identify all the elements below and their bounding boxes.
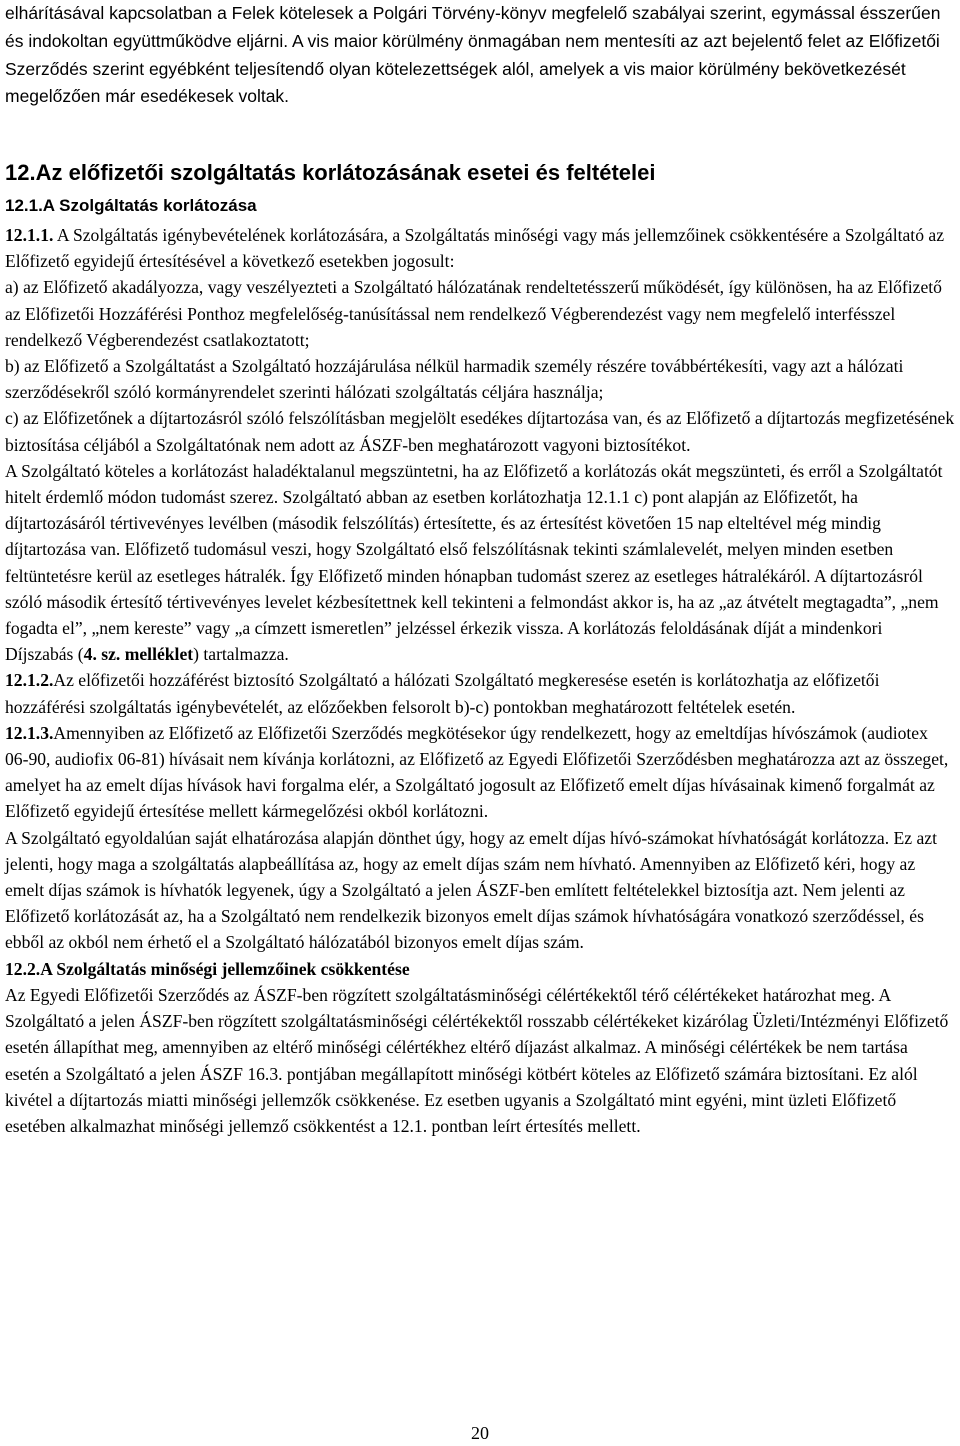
paragraph-text: A Szolgáltatás igénybevételének korlátozására, a Szolgáltatás minőségi vagy más jellemzőinek csökkentésére a Szolgáltató az Előfizető egyidejű értesítésével a következő esetekben jogosult:: [5, 225, 945, 272]
paragraph-text: Az előfizetői hozzáférést biztosító Szolgáltató a hálózati Szolgáltató megkeresése esetén is korlátozhatja az előfizetői hozzáférési szolgáltatás igénybevételét, az előzőekben felsorolt b)-c) pontokban meghatározott feltételek esetén.: [5, 670, 880, 717]
paragraph-12-1-2: [5, 667, 955, 719]
document-body: [5, 222, 955, 1139]
paragraph-lifting: [5, 458, 955, 668]
paragraph-12-1-1: [5, 222, 955, 274]
subsection-heading-12-2: 12.2.A Szolgáltatás minőségi jellemzőinek csökkentése: [5, 958, 410, 979]
paragraph-12-2: Az Egyedi Előfizetői Szerződés az ÁSZF-ben rögzített szolgáltatásminőségi célértékektől térő célértékeket határozhat meg. A Szolgáltató a jelen ÁSZF-ben rögzített szolgáltatásminőségi célértékektől rosszabb célértékeket kizárólag Üzleti/Intézményi Előfizető esetén állapíthat meg, amennyiben az eltérő minőségi célértékhez eltérő díjazást alkalmaz. A minőségi célértékek be nem tartása esetén a Szolgáltató a jelen ÁSZF 16.3. pontjában megállapított minőségi kötbért köteles az Előfizető számára biztosítani. Ez alól kivétel a díjtartozás miatti minőségi jellemzők csökkenése. Ez esetben ugyanis a Szolgáltató mint egyéni, mint üzleti Előfizető esetében alkalmazhat minőségi jellemző csökkentést a 12.1. pontban leírt értesítés mellett.: [5, 984, 949, 1136]
paragraph-unilateral: A Szolgáltató egyoldalúan saját elhatározása alapján dönthet úgy, hogy az emelt díjas hívó-számokat hívhatóságát korlátozza. Ez azt jelenti, hogy maga a szolgáltatás alapbeállítása az, hogy az emelt díjas szám nem hívható. Amennyiben az Előfizető kéri, hogy az emelt díjas számok is hívhatók legyenek, úgy a Szolgáltató a jelen ÁSZF-ben említett feltételekkel biztosítja azt. Nem jelenti az Előfizető korlátozását az, ha a Szolgáltató nem rendelkezik bizonyos emelt díjas számok hívhatóságára vonatkozó szerződéssel, és ebből az okból nem érhető el a Szolgáltató hálózatából bizonyos emelt díjas szám.: [5, 827, 937, 953]
list-item-a: a) az Előfizető akadályozza, vagy veszélyezteti a Szolgáltató hálózatának rendeltetésszerű működését, így különösen, ha az Előfizető az Előfizetői Hozzáférési Ponthoz megfelelőség-tanúsítással nem rendelkező Végberendezést vagy nem megfelelő interfésszel rendelkező Végberendezést csatlakoztatott;: [5, 277, 942, 350]
page-number: 20: [471, 1423, 489, 1443]
paragraph-text: Amennyiben az Előfizető az Előfizetői Szerződés megkötésekor úgy rendelkezett, hogy az emeltdíjas hívószámok (audiotex 06-90, audiofix 06-81) hívásait nem kívánja korlátozni, az Előfizető az Egyedi Előfizetői Szerződésben meghatározza azt az összeget, amelyet ha az emelt díjas hívások havi forgalma elér, a Szolgáltató jogosult az Előfizető emelt díjas hívásainak kimenő forgalmát az Előfizető egyidejű értesítése mellett kármegelőzési okból korlátozni.: [5, 722, 949, 822]
paragraph-12-1-3: [5, 720, 955, 825]
annex-reference: 4. sz. melléklet: [83, 644, 194, 665]
section-heading-12: 12.Az előfizetői szolgáltatás korlátozásának esetei és feltételei: [5, 160, 656, 185]
subsection-heading-12-1: 12.1.A Szolgáltatás korlátozása: [5, 196, 257, 215]
list-item-c: c) az Előfizetőnek a díjtartozásról szóló felszólításban megjelölt esedékes díjtartozása van, és az Előfizető a díjtartozás megfizetésének biztosítása céljából a Szolgáltatónak nem adott az ÁSZF-ben meghatározott vagyoni biztosítékot.: [5, 408, 955, 455]
paragraph-tail: ) tartalmazza.: [193, 644, 289, 665]
intro-paragraph: elhárításával kapcsolatban a Felek kötelesek a Polgári Törvény-könyv megfelelő szabályai szerint, egymással ésszerűen és indokoltan együttműködve eljárni. A vis maior körülmény önmagában nem mentesíti az azt bejelentő felet az Előfizetői Szerződés szerint egyébként teljesítendő olyan kötelezettségek alól, amelyek a vis maior körülmény bekövetkezését megelőzően már esedékesek voltak.: [5, 3, 941, 107]
paragraph-number: 12.1.2.: [5, 670, 54, 691]
paragraph-number: 12.1.3.: [5, 722, 54, 743]
list-item-b: b) az Előfizető a Szolgáltatást a Szolgáltató hozzájárulása nélkül harmadik személy részére továbbértékesíti, vagy azt a hálózati szerződésekről szóló kormányrendelet szerinti hálózati szolgáltatás céljára használja;: [5, 356, 904, 403]
paragraph-text: A Szolgáltató köteles a korlátozást haladéktalanul megszüntetni, ha az Előfizető a korlátozás okát megszünteti, és erről a Szolgáltatót hitelt érdemlő módon tudomást szerez. Szolgáltató abban az esetben korlátozhatja 12.1.1 c) pont alapján az Előfizetőt, ha díjtartozásáról tértivevényes levélben (második felszólítás) értesítette, és az értesítést követően 15 nap elteltével még mindig díjtartozása van. Előfizető tudomásul veszi, hogy Szolgáltató első felszólításnak tekinti számlalevelét, melyen minden esetben feltüntetésre kerül az esetleges hátralék. Így Előfizető minden hónapban tudomást szerez az esetleges hátralékáról. A díjtartozásról szóló második értesítő tértivevényes levelet kézbesítettnek kell tekinteni a felmondást akkor is, ha az „az átvételt megtagadta”, „nem fogadta el”, „nem kereste” vagy „a címzett ismeretlen” jelzéssel érkezik vissza. A korlátozás feloldásának díját a mindenkori Díjszabás (: [5, 460, 943, 665]
paragraph-number: 12.1.1.: [5, 225, 54, 245]
